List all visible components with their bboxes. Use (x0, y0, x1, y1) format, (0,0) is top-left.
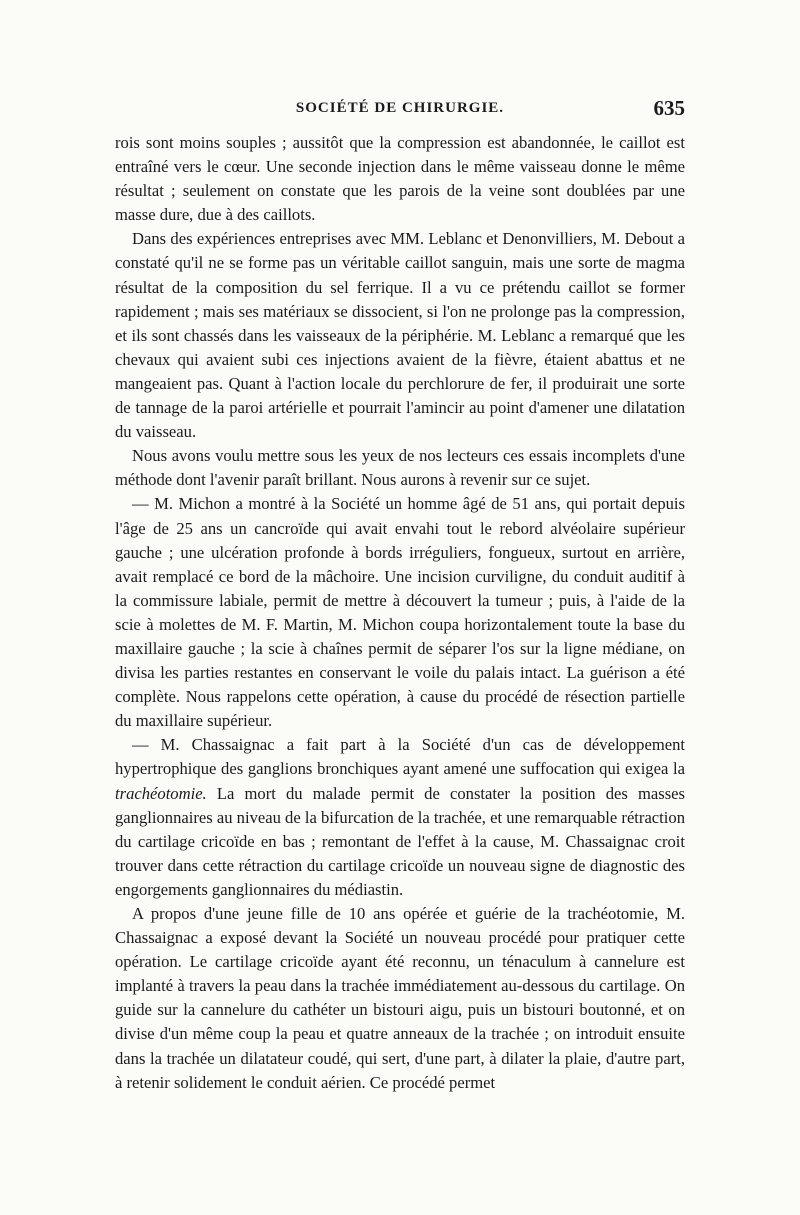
page-number: 635 (653, 96, 685, 120)
paragraph: Nous avons voulu mettre sous les yeux de nos lecteurs ces essais incomplets d'une méthode dont l'avenir paraît brillant. Nous aurons à revenir sur ce sujet. (115, 446, 685, 490)
paragraph: A propos d'une jeune fille de 10 ans opérée et guérie de la trachéotomie, M. Chassaignac a exposé devant la Société un nouveau procédé pour pratiquer cette opération. Le cartilage cricoïde ayant été reconnu, un ténaculum à cannelure est implanté à travers la peau dans la trachée immédiatement au-dessous du cartilage. On guide sur la cannelure du cathéter un bistouri aigu, puis un bistouri boutonné, et on divise d'un même coup la peau et quatre anneaux de la trachée ; on introduit ensuite dans la trachée un dilatateur coudé, qui sert, d'une part, à dilater la plaie, d'autre part, à retenir solidement le conduit aérien. Ce procédé permet (115, 904, 685, 1092)
running-title: SOCIÉTÉ DE CHIRURGIE. (295, 100, 505, 116)
paragraph-text: — M. Chassaignac a fait part à la Société d'un cas de développement hypertrophique des ganglions bronchiques ayant amené une suffocation qui exigea la (115, 735, 685, 779)
page-header (115, 96, 685, 124)
paragraph: — M. Michon a montré à la Société un homme âgé de 51 ans, qui portait depuis l'âge de 25 ans un cancroïde qui avait envahi tout le rebord alvéolaire supérieur gauche ; une ulcération profonde à bords irréguliers, fongueux, surtout en arrière, avait remplacé ce bord de la mâchoire. Une incision curviligne, du conduit auditif à la commissure labiale, permit de mettre à découvert la tumeur ; puis, à l'aide de la scie à molettes de M. F. Martin, M. Michon coupa horizontalement toute la base du maxillaire gauche ; la scie à chaînes permit de séparer l'os sur la ligne médiane, on divisa les parties restantes en conservant le voile du palais intact. La guérison a été complète. Nous rappelons cette opération, à cause du procédé de résection partielle du maxillaire supérieur. (115, 494, 685, 731)
paragraph: rois sont moins souples ; aussitôt que la compression est abandonnée, le caillot est entraîné vers le cœur. Une seconde injection dans le même vaisseau donne le même résultat ; seulement on constate que les parois de la veine sont doublées par une masse dure, due à des caillots. (115, 133, 685, 225)
paragraph: Dans des expériences entreprises avec MM. Leblanc et Denonvilliers, M. Debout a constaté qu'il ne se forme pas un véritable caillot sanguin, mais une sorte de magma résultat de la composition du sel ferrique. Il a vu ce prétendu caillot se former rapidement ; mais ses matériaux se dissocient, si l'on ne prolonge pas la compression, et ils sont chassés dans les vaisseaux de la périphérie. M. Leblanc a remarqué que les chevaux qui avaient subi ces injections avaient de la fièvre, étaient abattus et ne mangeaient pas. Quant à l'action locale du perchlorure de fer, il produirait une sorte de tannage de la paroi artérielle et pourrait l'amincir au point d'amener une dilatation du vaisseau. (115, 229, 685, 442)
body-text (115, 131, 685, 1095)
paragraph-text: La mort du malade permit de constater la position des masses ganglionnaires au niveau de la bifurcation de la trachée, et une remarquable rétraction du cartilage cricoïde en bas ; remontant de l'effet à la cause, M. Chassaignac croit trouver dans cette rétraction du cartilage cricoïde un nouveau signe de diagnostic des engorgements ganglionnaires du médiastin. (115, 783, 685, 899)
italic-term: trachéotomie. (115, 783, 207, 803)
paragraph (115, 733, 685, 902)
